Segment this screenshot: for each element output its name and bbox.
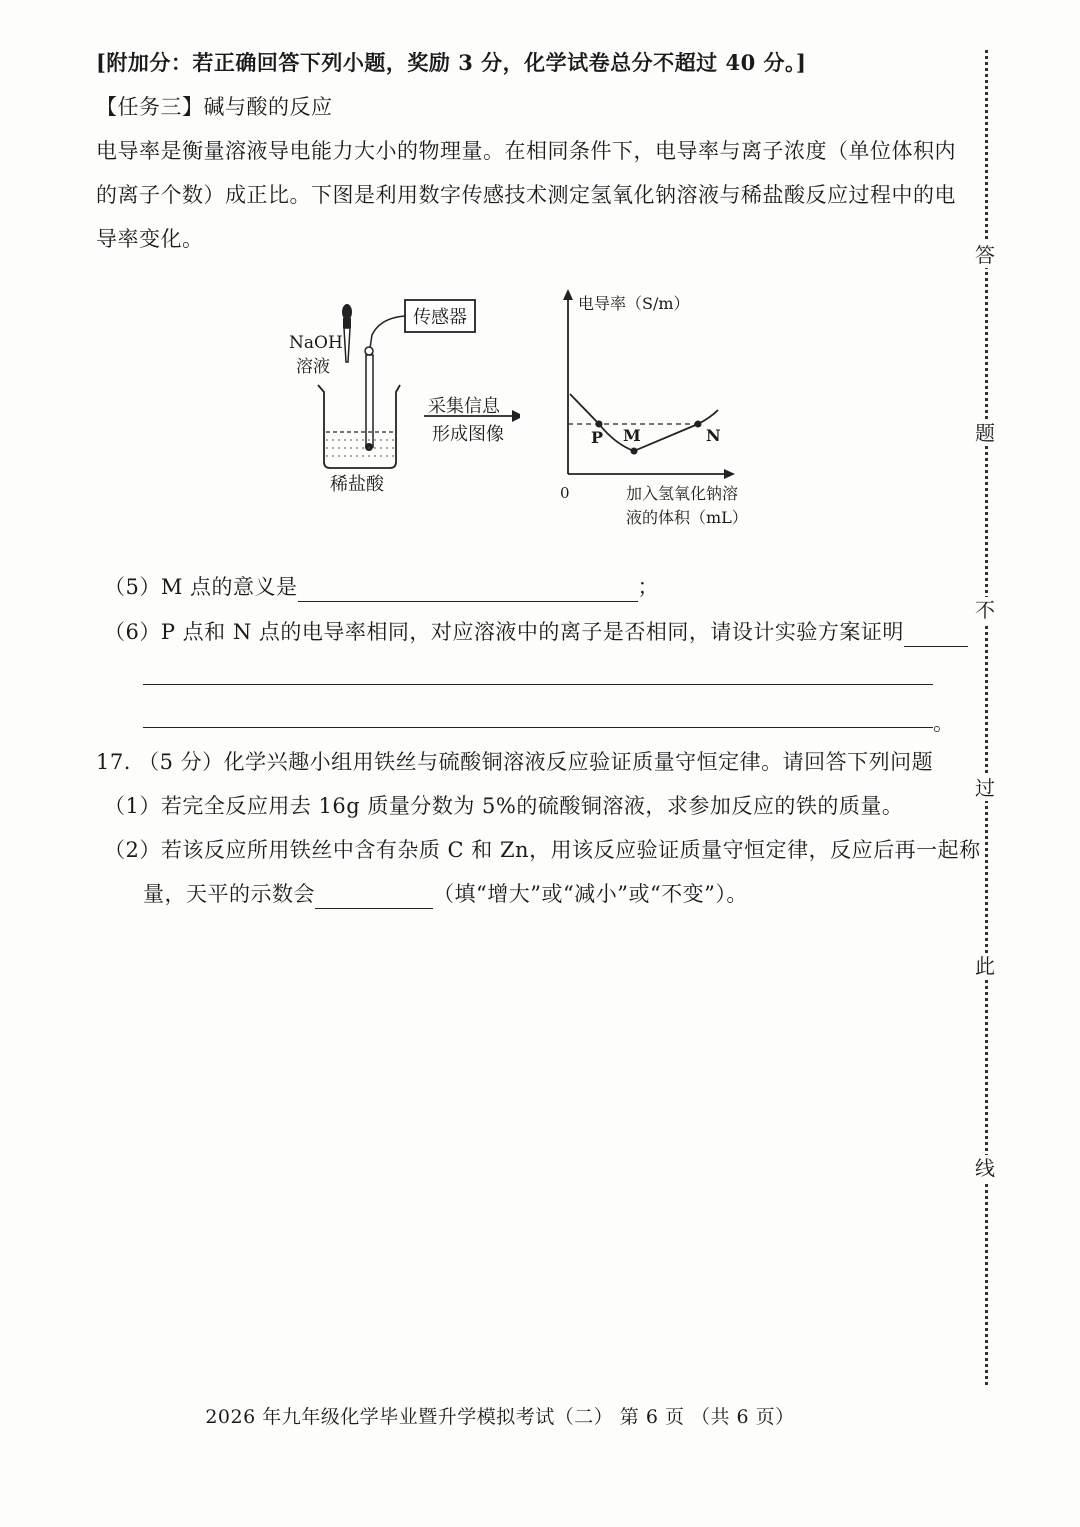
- point-m-label: M: [623, 426, 641, 445]
- arrow-label-top: 采集信息: [428, 396, 500, 417]
- point-p-label: P: [591, 428, 604, 447]
- intro-line-1: 电导率是衡量溶液导电能力大小的物理量。在相同条件下，电导率与离子浓度（单位体积内: [96, 139, 956, 163]
- question-17-2-line-2: [143, 879, 748, 909]
- point-p-marker: [596, 421, 603, 428]
- dropper-icon: [342, 304, 352, 362]
- page-footer: 2026 年九年级化学毕业暨升学模拟考试（二） 第 6 页 （共 6 页）: [205, 1406, 795, 1428]
- margin-char-3: 不: [972, 597, 998, 623]
- beaker-icon: [318, 385, 400, 468]
- arrow-label-bottom: 形成图像: [432, 424, 504, 445]
- beaker-label: 稀盐酸: [330, 474, 384, 495]
- q17-2-answer-blank[interactable]: [315, 886, 433, 909]
- q6-answer-blank-start[interactable]: [904, 624, 968, 647]
- margin-char-5: 此: [972, 953, 998, 979]
- question-17-2-line-1: （2）若该反应所用铁丝中含有杂质 C 和 Zn，用该反应验证质量守恒定律，反应后再一起称: [104, 838, 981, 862]
- y-axis-label: 电导率（S/m）: [578, 294, 690, 313]
- sensor-probe: [366, 355, 373, 447]
- sensor-wire: [370, 316, 405, 348]
- point-m-marker: [631, 448, 638, 455]
- sensor-label: 传感器: [413, 307, 467, 328]
- margin-char-6: 线: [972, 1155, 998, 1181]
- intro-line-2: 的离子个数）成正比。下图是利用数字传感技术测定氢氧化钠溶液与稀盐酸反应过程中的电: [96, 183, 956, 207]
- q17-2-text: 量，天平的示数会: [143, 882, 315, 906]
- q6-answer-line-1[interactable]: [143, 684, 933, 685]
- naoh-solution-label: 溶液: [296, 357, 330, 377]
- margin-char-4: 过: [972, 775, 998, 801]
- question-17: 17. （5 分）化学兴趣小组用铁丝与硫酸铜溶液反应验证质量守恒定律。请回答下列问题: [96, 750, 934, 774]
- q6-answer-line-2[interactable]: [143, 727, 933, 728]
- naoh-label: NaOH: [289, 333, 343, 353]
- x-axis-label-line1: 加入氢氧化钠溶: [626, 484, 739, 503]
- conductivity-chart: [550, 285, 790, 530]
- point-n-label: N: [706, 426, 721, 445]
- bonus-note: [附加分：若正确回答下列小题，奖励 3 分，化学试卷总分不超过 40 分。]: [96, 50, 807, 75]
- q5-answer-blank[interactable]: [298, 579, 638, 602]
- intro-line-3: 导率变化。: [96, 227, 204, 251]
- q6-period: 。: [933, 711, 955, 735]
- question-17-1: （1）若完全反应用去 16g 质量分数为 5%的硫酸铜溶液，求参加反应的铁的质量。: [104, 794, 904, 818]
- origin-label: 0: [560, 484, 570, 502]
- question-5: [104, 572, 659, 602]
- q5-text: （5）M 点的意义是: [104, 575, 298, 599]
- margin-char-2: 题: [972, 420, 998, 446]
- task-title: 【任务三】碱与酸的反应: [96, 95, 333, 119]
- x-axis-label-line2: 液的体积（mL）: [626, 508, 748, 527]
- q5-suffix: ；: [637, 575, 660, 599]
- margin-char-1: 答: [972, 242, 998, 268]
- apparatus-diagram: [280, 290, 520, 510]
- q6-text: （6）P 点和 N 点的电导率相同，对应溶液中的离子是否相同，请设计实验方案证明: [104, 620, 904, 644]
- question-6: [104, 617, 968, 647]
- point-n-marker: [695, 421, 702, 428]
- q17-2-options: （填“增大”或“减小”或“不变”）。: [433, 882, 748, 906]
